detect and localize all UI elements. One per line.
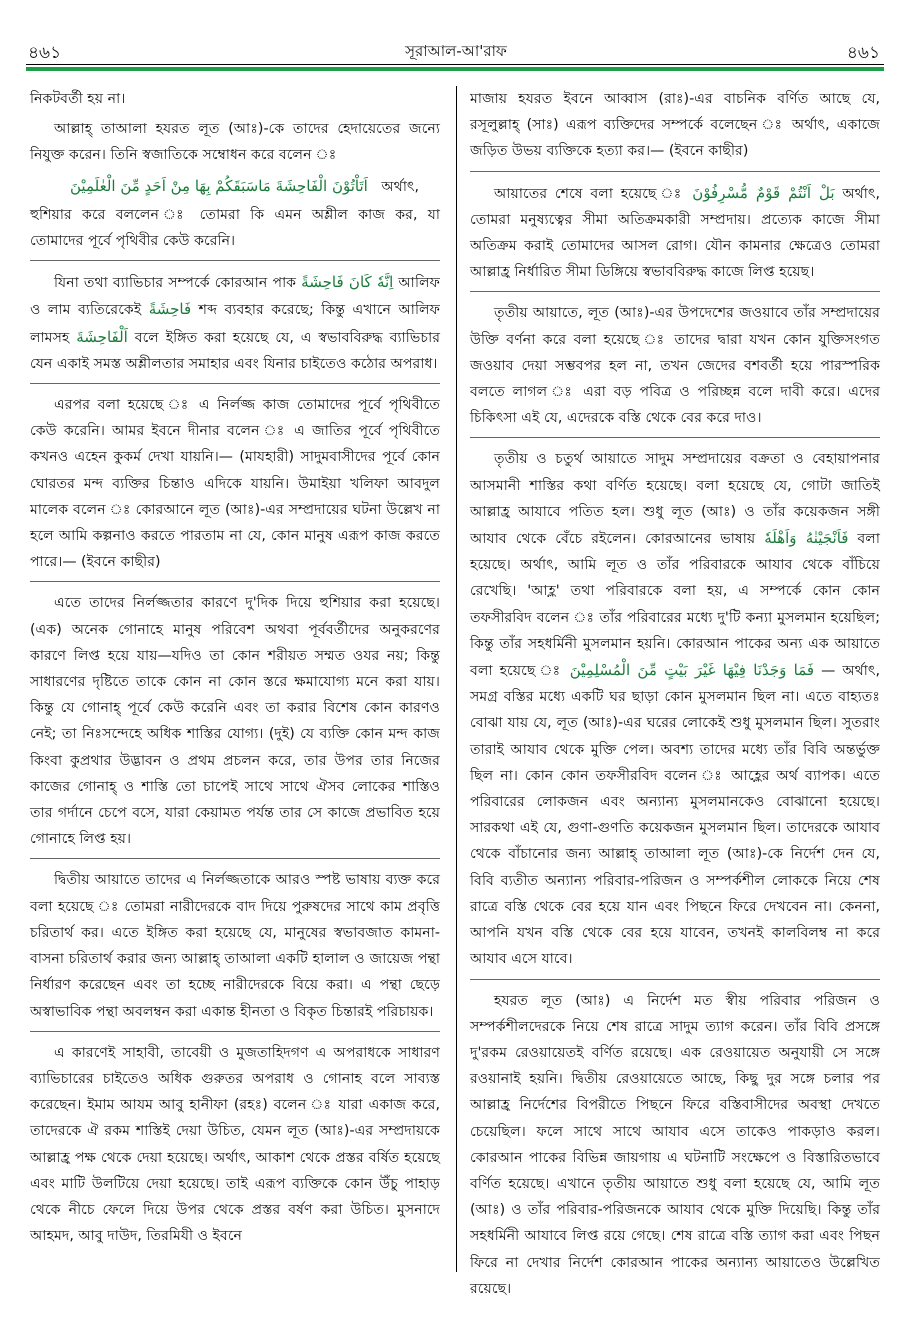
paragraph [30,202,440,254]
header-rule [26,64,884,65]
paragraph [30,867,440,1024]
paragraph-divider [470,171,880,172]
paragraph-text: যিনা তথা ব্যাভিচার সম্পর্কে কোরআন পাক [54,275,297,292]
paragraph-divider [30,1031,440,1032]
paragraph-text: এতে তাদের নির্লজ্জতার কারণে দু'দিক দিয়ে হুশিয়ার করা হয়েছে। (এক) অনেক গোনাহে মানুষ পরিবেশ অথবা পূর্ববর্তীদের অনুকরণের কারণে লিপ্ত হয়ে যায়—যদিও তা কোন শরীয়ত সম্মত ওযর নয়; কিন্তু সাধারণের দৃষ্টিতে তাকে কোন না কোন স্তরে ক্ষমাযোগ্য মনে করা যায়। কিন্তু যে গোনাহ্ পূর্বে কেউ করেনি এবং তা করার বিশেষ কোন কারণও নেই; তা নিঃসন্দেহে অধিক শাস্তির যোগ্য। (দুই) যে ব্যক্তি কোন মন্দ কাজ কিংবা কুপ্রথার উদ্ভাবন ও প্রথম প্রচলন করে, তার উপর তার নিজের কাজের গোনাহ্ ও শাস্তি তো চাপেই সাথে সাথে ঐসব লোকের শাস্তিও তার গর্দানে চেপে বসে, যারা কেয়ামত পর্যন্ত তার সে কাজে প্রভাবিত হয়ে গোনাহে লিপ্ত হয়। [30,595,440,848]
page-number-left: ৪৬১ [28,43,62,63]
paragraph-text: আয়াতের শেষে বলা হয়েছে ঃ [494,185,685,202]
paragraph-text: মাজায় হযরত ইবনে আব্বাস (রাঃ)-এর বাচনিক বর্ণিত আছে যে, রসূলুল্লাহ্ (সাঃ) এরূপ ব্যক্তিদের সম্পর্কে বলেছেন ঃ অর্থাৎ, একাজে জড়িত উভয় ব্যক্তিকে হত্যা কর।— (ইবনে কাছীর) [470,91,880,160]
header-green-rule [26,67,884,71]
paragraph-text: অর্থাৎ, তোমরা মনুষ্যত্বের সীমা অতিক্রমকারী সম্প্রদায়। প্রত্যেক কাজে সীমা অতিক্রম করাই তোমাদের আসল রোগ। যৌন কামনার ক্ষেত্রেও তোমরা আল্লাহ্র নির্ধারিত সীমা ডিঙ্গিয়ে স্বভাববিরুদ্ধ কাজে লিপ্ত হয়েছ। [470,185,881,281]
paragraph-divider [30,581,440,582]
arabic-verse: اَتَاْتُوْنَ الْفَاحِشَةَ مَاسَبَقَكُمْ بِهَا مِنْ اَحَدٍ مِّنَ الْعٰلَمِيْنَ [70,176,368,195]
paragraph [30,116,440,168]
paragraph-text: শব্দ ব্যবহার করেছে; কিন্তু এখানে আলিফ লামসহ [30,302,440,346]
paragraph [470,988,880,1302]
paragraph-text: হযরত লূত (আঃ) এ নির্দেশ মত স্বীয় পরিবার পরিজন ও সম্পর্কশীলদেরকে নিয়ে শেষ রাত্রে সাদুম ত্যাগ করেন। তাঁর বিবি প্রসঙ্গে দু'রকম রেওয়ায়েতই বর্ণিত রয়েছে। এক রেওয়ায়েত অনুযায়ী সে সঙ্গে রওয়ানাই হয়নি। দ্বিতীয় রেওয়ায়েতে আছে, কিছু দুর সঙ্গে চলার পর আল্লাহ্র নির্দেশের বিপরীতে পিছনে ফিরে বস্তিবাসীদের অবস্থা দেখতে চেয়েছিল। ফলে সাথে সাথে আযাব এসে তাকেও পাকড়াও করল। কোরআন পাকের বিভিন্ন জায়গায় এ ঘটনাটি সংক্ষেপে ও বিস্তারিতভাবে বর্ণিত হয়েছে। এখানে তৃতীয় আয়াতে শুধু বলা হয়েছে যে, আমি লূত (আঃ) ও তাঁর পরিবার-পরিজনকে আযাব থেকে মুক্তি দিয়েছি। কিন্তু তাঁর সহধর্মিনী আযাবে লিপ্ত রয়ে গেছে। শেষ রাত্রে বস্তি ত্যাগ করা এবং পিছন ফিরে না দেখার নির্দেশ কোরআন পাকের অন্যান্য আয়াতেও উল্লেখিত রয়েছে। [470,992,880,1297]
paragraph-text: নিকটবর্তী হয় না। [30,91,126,107]
column-divider [456,86,457,1272]
paragraph [30,392,440,575]
paragraph-divider [30,260,440,261]
arabic-verse-line [30,173,440,200]
paragraph [470,446,880,972]
paragraph-divider [30,858,440,859]
paragraph-text: এ কারণেই সাহাবী, তাবেয়ী ও মুজতাহিদগণ এ অপরাধকে সাধারণ ব্যাভিচারের চাইতেও অধিক গুরুতর অপরাধ ও গোনাহ বলে সাব্যস্ত করেছেন। ইমাম আযম আবু হানীফা (রহঃ) বলেন ঃ যারা একাজ করে, তাদেরকে ঐ রকম শাস্তিই দেয়া উচিত, যেমন লূত (আঃ)-এর সম্প্রদায়কে আল্লাহ্র পক্ষ থেকে দেয়া হয়েছে। অর্থাৎ, আকাশ থেকে প্রস্তর বর্ষিত হয়েছে এবং মাটি উলটিয়ে দেয়া হয়েছে। তাই এরূপ ব্যক্তিকে কোন উঁচু পাহাড় থেকে নীচে ফেলে দিয়ে উপর থেকে প্রস্তর বর্ষণ করা উচিত। মুসনাদে আহমদ, আবু দাউদ, তিরমিযী ও ইবনে [30,1044,440,1245]
paragraph [470,86,880,165]
paragraph [470,300,880,431]
paragraph-text: অর্থাৎ, [381,178,420,195]
paragraph-text: তৃতীয় আয়াতে, লূত (আঃ)-এর উপদেশের জওয়াবে তাঁর সম্প্রদায়ের উক্তি বর্ণনা করে বলা হয়েছে ঃ তাদের দ্বারা যখন কোন যুক্তিসংগত জওয়াব দেয়া সম্ভবপর হল না, তখন জেদের বশবর্তী হয়ে পারস্পরিক বলতে লাগল ঃ এরা বড় পবিত্র ও পরিচ্ছন্ন বলে দাবী করে। এদের চিকিৎসা এই যে, এদেরকে বস্তি থেকে বের করে দাও। [470,305,880,427]
paragraph [470,180,880,286]
arabic-verse: اَلْفَاحِشَةَ [76,327,128,346]
paragraph-text: দ্বিতীয় আয়াতে তাদের এ নির্লজ্জতাকে আরও স্পষ্ট ভাষায় ব্যক্ত করে বলা হয়েছে ঃ তোমরা নারীদেরকে বাদ দিয়ে পুরুষদের সাথে কাম প্রবৃত্তি চরিতার্থ কর। এতে ইঙ্গিত করা হয়েছে যে, মানুষের স্বভাবজাত কামনা-বাসনা চরিতার্থ করার জন্য আল্লাহ্ তাআলা একটি হালাল ও জায়েজ পন্থা নির্ধারণ করেছেন এবং তা হচ্ছে নারীদেরকে বিয়ে করা। এ পন্থা ছেড়ে অস্বাভাবিক পন্থা অবলম্বন করা একান্ত হীনতা ও বিকৃত চিন্তারই পরিচায়ক। [30,872,440,1020]
paragraph-text: তৃতীয় ও চতুর্থ আয়াতে সাদুম সম্প্রদায়ের বক্রতা ও বেহায়াপনার আসমানী শাস্তির কথা বর্ণিত হয়েছে। বলা হয়েছে যে, গোটা জাতিই আল্লাহ্র আযাবে পতিত হল। শুধু লূত (আঃ) ও তাঁর কয়েকজন সঙ্গী আযাব থেকে বেঁচে রইলেন। কোরআনের ভাষায় [470,451,880,548]
surah-title: সূরাআল-আ'রাফ [405,42,507,60]
page-number-right: ৪৬১ [846,43,880,63]
paragraph-text: বলা হয়েছে। অর্থাৎ, আমি লূত ও তাঁর পরিবারকে আযাব থেকে বাঁচিয়ে রেখেছি। 'আহ্ল' তথা পরিবারকে বলা হয়, এ সম্পর্কে কোন কোন তফসীরবিদ বলেন ঃ তাঁর পরিবারের মধ্যে দু'টি কন্যা মুসলমান হয়েছিল; কিন্তু তাঁর সহধর্মিনী মুসলমান হয়নি। কোরআন পাকের অন্য এক আয়াতে বলা হয়েছে ঃ [470,531,880,680]
paragraph [30,269,440,377]
paragraph [30,590,440,852]
paragraph [30,86,440,112]
paragraph-text: — অর্থাৎ, সমগ্র বস্তির মধ্যে একটি ঘর ছাড়া কোন মুসলমান ছিল না। এতে বাহ্যতঃ বোঝা যায় যে, লূত (আঃ)-এর ঘরের লোকেই শুধু মুসলমান ছিল। সুতরাং তারাই আযাব থেকে মুক্তি পেল। অবশ্য তাদের মধ্যে তাঁর বিবি অন্তর্ভুক্ত ছিল না। কোন কোন তফসীরবিদ বলেন ঃ আহ্লের অর্থ ব্যাপক। এতে পরিবারের লোকজন এবং অন্যান্য মুসলমানকেও বোঝানো হয়েছে। সারকথা এই যে, গুণা-গুণতি কয়েকজন মুসলমান ছিল। তাদেরকে আযাব থেকে বাঁচানোর জন্য আল্লাহ্ তাআলা লূত (আঃ)-কে নির্দেশ দেন যে, বিবি ব্যতীত অন্যান্য পরিবার-পরিজন ও সম্পর্কশীল লোককে নিয়ে শেষ রাত্রে বস্তি থেকে বের হয়ে যান এবং পিছনে ফিরে দেখবেন না। কেননা, আপনি যখন বস্তি থেকে বের হয়ে যাবেন, তখনই কালবিলম্ব না করে আযাব এসে যাবে। [470,663,881,968]
paragraph-divider [470,979,880,980]
paragraph-divider [30,383,440,384]
arabic-verse: بَلْ اَنْتُمْ قَوْمٌ مُّسْرِفُوْنَ [692,183,835,202]
left-column [30,86,440,1266]
page-header [0,0,912,72]
paragraph [30,1040,440,1250]
arabic-verse: اِنَّهٗ كَانَ فَاحِشَةً [301,273,394,292]
right-column [470,86,881,1297]
paragraph-text: আলিফ ও লাম ব্যতিরেকেই [30,275,440,319]
paragraph-text: বলে ইঙ্গিত করা হয়েছে যে, এ স্বভাববিরুদ্ধ ব্যাভিচার যেন একাই সমস্ত অশ্লীলতার সমাহার এবং যিনার চাইতেও কঠোর অপরাধ। [30,329,440,372]
paragraph-text: এরপর বলা হয়েছে ঃ এ নির্লজ্জ কাজ তোমাদের পূর্বে পৃথিবীতে কেউ করেনি। আমর ইবনে দীনার বলেন ঃ এ জাতির পূর্বে পৃথিবীতে কখনও এহেন কুকর্ম দেখা যায়নি।— (মাযহারী) সাদুমবাসীদের পূর্বে কোন ঘোরতর মন্দ ব্যক্তির চিন্তাও এদিকে যায়নি। উমাইয়া খলিফা আবদুল মালেক বলেন ঃ কোরআনে লূত (আঃ)-এর সম্প্রদায়ের ঘটনা উল্লেখ না হলে আমি কল্পনাও করতে পারতাম না যে, কোন মানুষ এরূপ কাজ করতে পারে।— (ইবনে কাছীর) [30,397,440,571]
arabic-verse: فَمَا وَجَدْنَا فِيْهَا غَيْرَ بَيْتٍ مِّنَ الْمُسْلِمِيْنَ [569,661,815,680]
paragraph-text: হুশিয়ার করে বললেন ঃ তোমরা কি এমন অশ্লীল কাজ কর, যা তোমাদের পূর্বে পৃথিবীর কেউ করেনি। [30,206,440,250]
arabic-verse: فَاَنْجَيْنٰهُ وَاَهْلَهٗ [764,529,849,548]
paragraph-divider [470,437,880,438]
arabic-verse: فَاحِشَةً [148,300,192,319]
paragraph-text: আল্লাহ্ তাআলা হযরত লূত (আঃ)-কে তাদের হেদায়েতের জন্যে নিযুক্ত করেন। তিনি স্বজাতিকে সম্বোধন করে বলেন ঃ [30,121,440,164]
paragraph-divider [470,291,880,292]
